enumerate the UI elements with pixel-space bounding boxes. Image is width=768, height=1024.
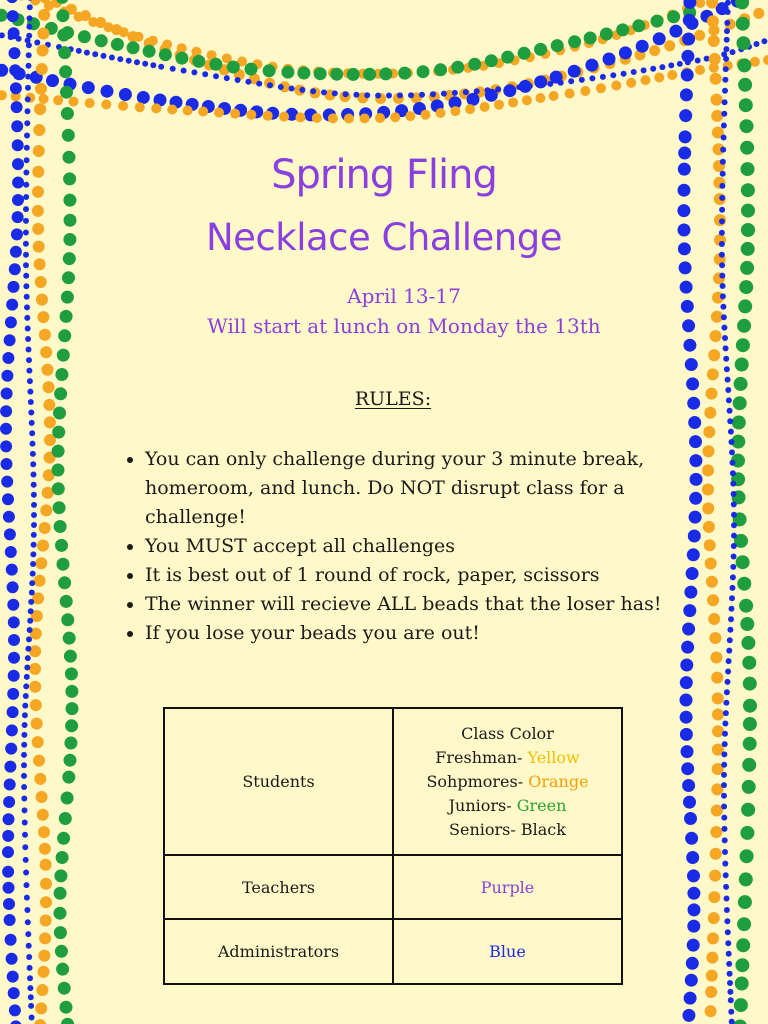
class-color-cell [393,708,622,855]
rules-list [126,445,665,648]
title-necklace-challenge: Necklace Challenge [205,216,562,259]
class-color-line: Freshman- Yellow [435,747,580,767]
class-color-heading: Class Color [461,723,554,743]
event-dates: April 13-17 [347,284,461,308]
class-color-line: Juniors- Green [448,795,567,815]
table-row [164,855,622,919]
title-spring-fling: Spring Fling [271,152,497,198]
rule-item: • The winner will recieve ALL beads that the loser has! [145,590,665,619]
rule-item: • It is best out of 1 round of rock, paper, scissors [145,561,665,590]
class-color-line: Sohpmores- Orange [426,771,589,791]
start-note: Will start at lunch on Monday the 13th [207,314,601,338]
rule-item: • You can only challenge during your 3 minute break, homeroom, and lunch. Do NOT disrupt class for a challenge! [145,445,665,532]
role-color-table [163,707,623,985]
bead-strand [0,0,744,121]
students-label: Students [164,708,393,855]
administrators-label: Administrators [164,919,393,984]
rule-item: • If you lose your beads you are out! [145,619,665,648]
table-row [164,708,622,855]
teachers-label: Teachers [164,855,393,919]
rule-item: • You MUST accept all challenges [145,532,665,561]
rules-heading: RULES: [354,388,432,410]
class-color-line: Seniors- Black [449,819,566,839]
teachers-color: Purple [393,855,622,919]
administrators-color: Blue [393,919,622,984]
table-row [164,919,622,984]
